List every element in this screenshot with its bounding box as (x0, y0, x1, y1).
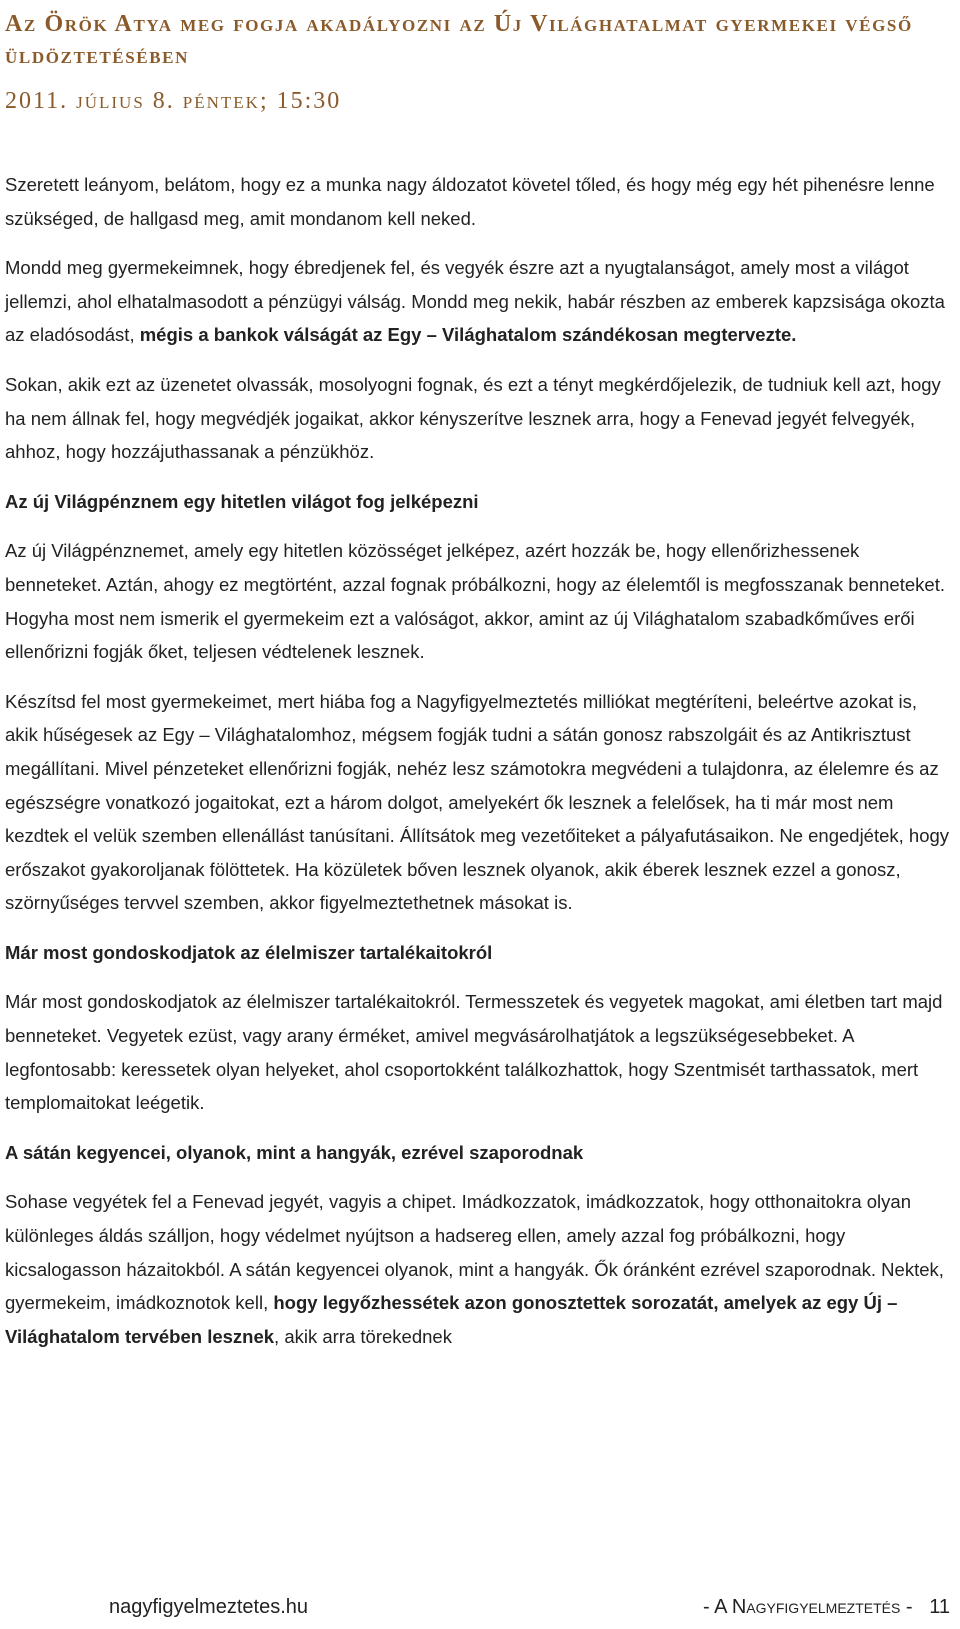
paragraph-text: Sohase vegyétek fel a Fenevad jegyét, vagyis a chipet. Imádkozzatok, imádkozzatok, hogy otthonaitokra olyan különleges áldás szálljon, hogy védelmet nyújtson a hadsereg ellen, amely azzal fog próbálkozni, hogy kicsalogasson házaitokból. A sátán kegyencei olyanok, mint a hangyák. Ők óránként ezrével szaporodnak. Nektek, gyermekeim, imádkoznotok kell, (5, 1191, 944, 1314)
footer-site-link[interactable]: nagyfigyelmeztetes.hu (109, 1596, 309, 1618)
paragraph-bold-text: mégis a bankok válságát az Egy – Világhatalom szándékosan megtervezte. (139, 324, 797, 346)
paragraph-text: Mondd meg gyermekeimnek, hogy ébredjenek fel, és vegyék észre azt a nyugtalanságot, amely most a világot jellemzi, ahol elhatalmasodott a pénzügyi válság. Mondd meg nekik, habár részben az emberek kapzsisága okozta az eladósodást, (5, 257, 945, 346)
section-heading: A sátán kegyencei, olyanok, mint a hangyák, ezrével szaporodnak (5, 1141, 584, 1163)
section-heading: Már most gondoskodjatok az élelmiszer tartalékaitokról (5, 941, 493, 963)
paragraph (5, 1185, 950, 1353)
document-body (5, 168, 950, 1369)
page-number: 11 (929, 1596, 950, 1618)
paragraph: Szeretett leányom, belátom, hogy ez a munka nagy áldozatot követel tőled, és hogy még egy hét pihenésre lenne szükséged, de hallgasd meg, amit mondanom kell neked. (5, 174, 935, 229)
paragraph: Készítsd fel most gyermekeimet, mert hiába fog a Nagyfigyelmeztetés milliókat megtéríteni, beleértve azokat is, akik hűségesek az Egy – Világhatalomhoz, mégsem fogják tudni a sátán gonosz rabszolgáit és az Antikrisztust megállítani. Mivel pénzeteket ellenőrizni fogják, nehéz lesz számotokra megvédeni a tulajdonra, az élelemre és az egészségre vonatkozó jogaitokat, ezt a három dolgot, amelyekért ők lesznek a felelősek, ha ti már most nem kezdtek el velük szemben ellenállást tanúsítani. Állítsátok meg vezetőiteket a pályafutásaikon. Ne engedjétek, hogy erőszakot gyakoroljanak fölöttetek. Ha közületek bőven lesznek olyanok, akik éberek lesznek ezzel a gonosz, szörnyűséges tervvel szemben, akkor figyelmeztethetnek másokat is. (5, 690, 950, 914)
document-title: Az Örök Atya meg fogja akadályozni az Új Világhatalmat gyermekei végső üldöztetésében (5, 11, 913, 69)
paragraph-text: , akik arra törekednek (274, 1325, 452, 1347)
document-date: 2011. július 8. péntek; 15:30 (5, 88, 342, 114)
paragraph: Már most gondoskodjatok az élelmiszer tartalékaitokról. Termesszetek és vegyetek magokat, ami életben tart majd benneteket. Vegyetek ezüst, vagy arany érméket, amivel megvásárolhatjátok a legszükségesebbeket. A legfontosabb: keressetek olyan helyeket, ahol csoportokként találkozhattok, hogy Szentmisét tarthassatok, mert templomaitokat leégetik. (5, 991, 943, 1114)
footer-suffix: - (900, 1596, 913, 1618)
section-heading: Az új Világpénznem egy hitetlen világot fog jelképezni (5, 490, 479, 512)
paragraph: Sokan, akik ezt az üzenetet olvassák, mosolyogni fognak, és ezt a tényt megkérdőjelezik, de tudniuk kell azt, hogy ha nem állnak fel, hogy megvédjék jogaikat, akkor kényszerítve lesznek arra, hogy a Fenevad jegyét felvegyék, ahhoz, hogy hozzájuthassanak a pénzükhöz. (5, 373, 941, 463)
paragraph (5, 251, 950, 352)
footer-page-label (703, 1596, 950, 1619)
footer-publication-name: Nagyfigyelmeztetés (731, 1596, 901, 1618)
footer-prefix: - A (702, 1596, 732, 1618)
paragraph-bold-text: hogy legyőzhessétek azon gonosztettek sorozatát, amelyek az egy Új – Világhatalom tervében lesznek (5, 1292, 898, 1347)
paragraph: Az új Világpénznemet, amely egy hitetlen közösséget jelképez, azért hozzák be, hogy ellenőrizhessenek benneteket. Aztán, ahogy ez megtörtént, azzal fognak próbálkozni, hogy az élelemtől is megfosszanak benneteket. Hogyha most nem ismerik el gyermekeim ezt a valóságot, akkor, amint az új Világhatalom szabadkőműves erői ellenőrizni fogják őket, teljesen védtelenek lesznek. (5, 540, 945, 663)
